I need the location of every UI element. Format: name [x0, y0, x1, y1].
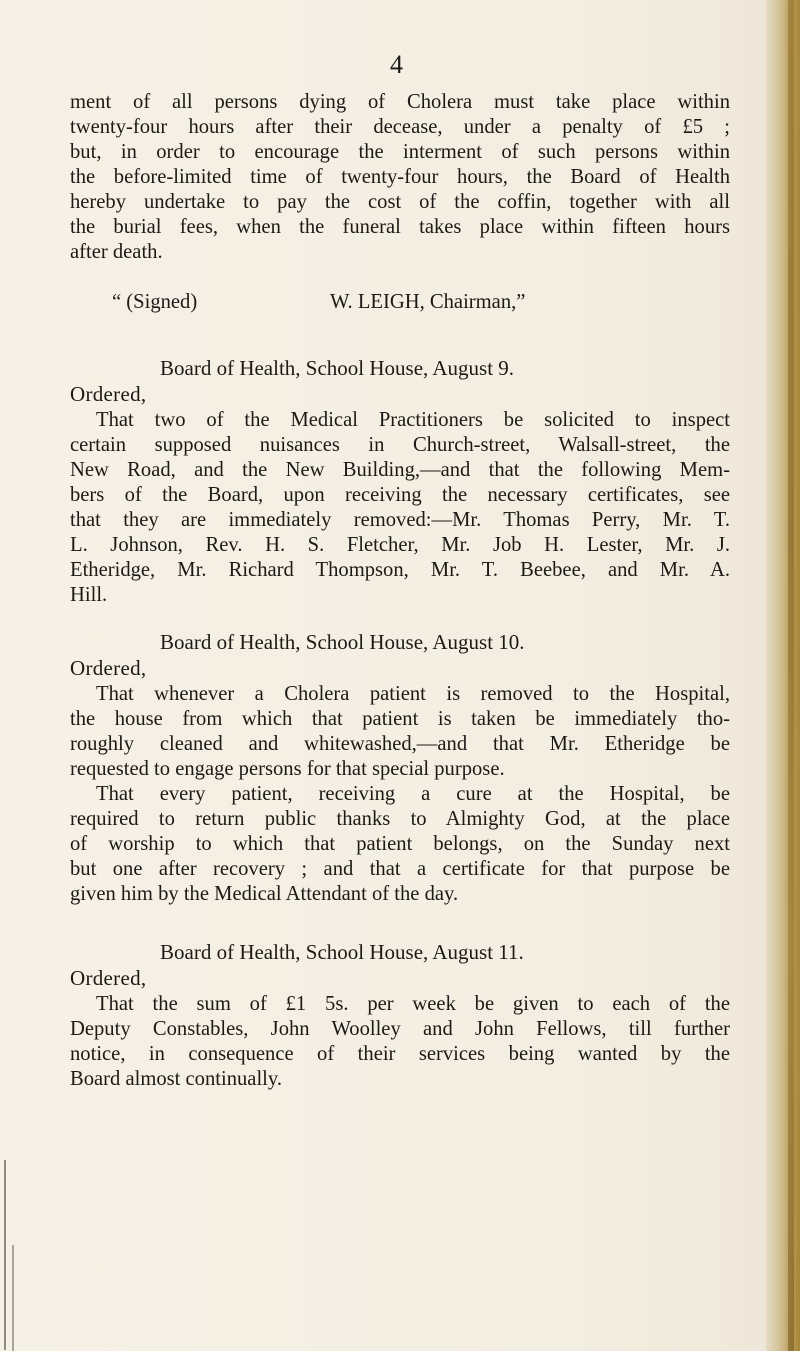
- text-line: certain supposed nuisances in Church-street, Walsall-street, the: [70, 434, 730, 456]
- page-edge-mark: [12, 1245, 14, 1351]
- text-line: the burial fees, when the funeral takes place within fifteen hours: [70, 216, 730, 238]
- text-line: twenty-four hours after their decease, under a penalty of £5 ;: [70, 116, 730, 138]
- book-edge-shadow: [766, 0, 800, 1351]
- text-line: but, in order to encourage the interment of such persons within: [70, 141, 730, 163]
- text-line: Deputy Constables, John Woolley and John Fellows, till further: [70, 1018, 730, 1040]
- text-line: but one after recovery ; and that a certificate for that purpose be: [70, 858, 730, 880]
- text-line: That every patient, receiving a cure at the Hospital, be: [96, 783, 730, 805]
- ordered-label: Ordered,: [70, 966, 147, 990]
- text-line: given him by the Medical Attendant of the day.: [70, 883, 459, 905]
- section-heading-august-9: Board of Health, School House, August 9.: [160, 356, 515, 380]
- text-line: of worship to which that patient belongs, on the Sunday next: [70, 833, 730, 855]
- text-line: notice, in consequence of their services being wanted by the: [70, 1043, 730, 1065]
- text-line: Etheridge, Mr. Richard Thompson, Mr. T. Beebee, and Mr. A.: [70, 559, 730, 581]
- page-number: 4: [390, 50, 404, 79]
- text-line: That whenever a Cholera patient is removed to the Hospital,: [96, 683, 730, 705]
- text-line: requested to engage persons for that special purpose.: [70, 758, 505, 780]
- section-body-august-9: [70, 408, 730, 608]
- text-line: the house from which that patient is taken be immediately tho-: [70, 708, 730, 730]
- signatory-name: W. LEIGH, Chairman,”: [330, 291, 526, 313]
- ordered-label: Ordered,: [70, 382, 147, 406]
- text-line: That two of the Medical Practitioners be solicited to inspect: [96, 409, 730, 431]
- text-line: Hill.: [70, 584, 108, 606]
- book-edge-dark-strip: [788, 0, 794, 1351]
- text-line: hereby undertake to pay the cost of the coffin, together with all: [70, 191, 730, 213]
- page-edge-mark: [4, 1160, 6, 1350]
- section-body-august-10: [70, 682, 730, 907]
- section-heading-august-11: Board of Health, School House, August 11.: [160, 940, 524, 964]
- text-line: L. Johnson, Rev. H. S. Fletcher, Mr. Job H. Lester, Mr. J.: [70, 534, 730, 556]
- text-line: the before-limited time of twenty-four hours, the Board of Health: [70, 166, 730, 188]
- section-body-august-11: [70, 992, 730, 1092]
- text-line: roughly cleaned and whitewashed,—and that Mr. Etheridge be: [70, 733, 730, 755]
- signature-line: [112, 290, 526, 315]
- text-line: required to return public thanks to Almighty God, at the place: [70, 808, 730, 830]
- ordered-label: Ordered,: [70, 656, 147, 680]
- section-heading-august-10: Board of Health, School House, August 10.: [160, 630, 525, 654]
- text-line: ment of all persons dying of Cholera must take place within: [70, 91, 730, 113]
- text-line: bers of the Board, upon receiving the necessary certificates, see: [70, 484, 730, 506]
- paragraph-ordinance: [70, 90, 730, 265]
- signed-label: “ (Signed): [112, 291, 198, 313]
- text-line: Board almost continually.: [70, 1068, 283, 1090]
- text-line: after death.: [70, 241, 163, 263]
- text-line: New Road, and the New Building,—and that the following Mem-: [70, 459, 730, 481]
- text-line: that they are immediately removed:—Mr. Thomas Perry, Mr. T.: [70, 509, 730, 531]
- text-line: That the sum of £1 5s. per week be given to each of the: [96, 993, 730, 1015]
